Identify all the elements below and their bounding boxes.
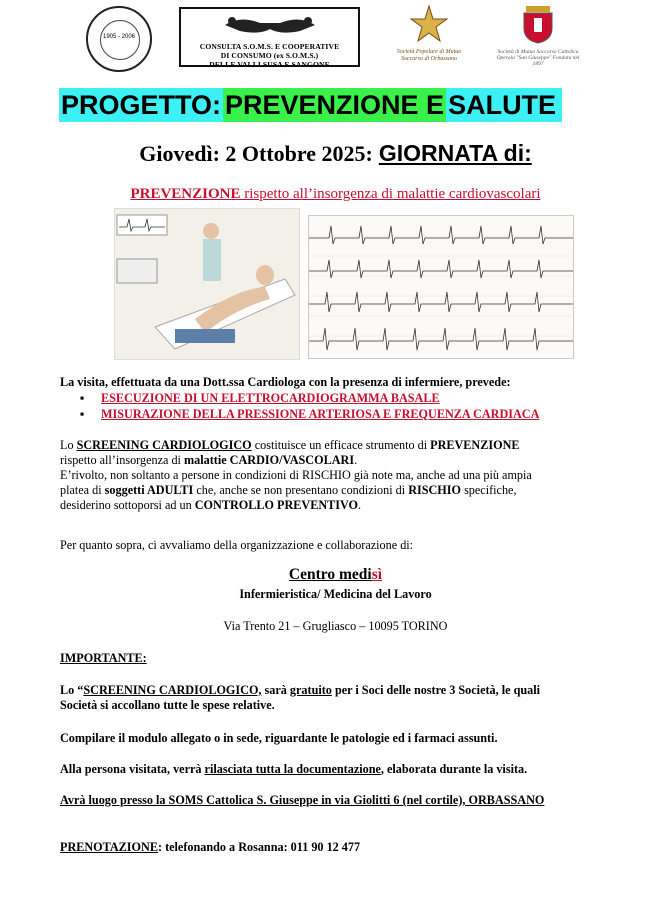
star-logo [396,4,462,70]
bullet-ecg-text: ESECUZIONE DI UN ELETTROCARDIOGRAMMA BASALE [101,391,440,405]
free-screening-note: Lo “SCREENING CARDIOLOGICO, sarà gratuito per i Soci delle nostre 3 Società, le quali Società si accollano tutte le spese relative. [60,683,540,712]
handshake-icon [220,11,320,37]
banner-prevenzione: PREVENZIONE E [225,90,445,120]
booking-note: PRENOTAZIONE: telefonando a Rosanna: 011 90 12 477 [60,840,361,854]
consulta-line2: DI CONSUMO (ex S.O.M.S.) [220,51,319,60]
ecg-trace-image [308,215,574,359]
ecg-patient-illustration [114,208,300,360]
star-emblem-icon [409,4,449,44]
project-banner [59,88,562,122]
banner-salute: SALUTE [446,88,562,122]
documentation-note: Alla persona visitata, verrà rilasciata tutta la documentazione, elaborata durante la visita. [60,762,528,776]
date-heading [0,140,671,167]
giornata-label: GIORNATA di: [378,140,532,166]
soms-round-logo [86,6,152,72]
centro-address: Via Trento 21 – Grugliasco – 10095 TORINO [223,619,448,633]
importante-heading: IMPORTANTE: [60,651,147,665]
logo-years: 1905 - 2006 [102,34,136,40]
location-note: Avrà luogo presso la SOMS Cattolica S. Giuseppe in via Giolitti 6 (nel cortile), ORBASSANO [60,793,545,807]
prevention-subtitle [0,186,671,203]
bullet-ecg [80,391,440,406]
banner-progetto: PROGETTO: [61,90,222,120]
consulta-logo [179,7,360,67]
event-date: Giovedì: 2 Ottobre 2025: [139,141,373,166]
ecg-trace-icon [309,216,573,358]
centro-specialty: Infermieristica/ Medicina del Lavoro [239,587,432,601]
centro-medisi-name: Centro medisì [288,566,383,583]
consulta-line1: CONSULTA S.O.M.S. E COOPERATIVE [199,42,340,51]
patient-illustration-icon [115,209,299,359]
shield-logo [496,4,580,70]
bullet-pressure-text: MISURAZIONE DELLA PRESSIONE ARTERIOSA E FREQUENZA CARDIACA [101,407,540,421]
subtitle-rest: rispetto all’insorgenza di malattie cardiovascolari [240,186,541,202]
shield-emblem-icon [520,4,556,44]
modulo-note: Compilare il modulo allegato o in sede, riguardante le patologie ed i farmaci assunti. [60,731,498,745]
shield-logo-caption: Società di Mutuo Soccorso Cattolica Operaia "San Giuseppe" Fondata nel 1897 [496,49,580,67]
bullet-pressure [80,407,539,422]
collaboration-text: Per quanto sopra, ci avvaliamo della organizzazione e collaborazione di: [60,538,414,552]
screening-description: Lo SCREENING CARDIOLOGICO costituisce un efficace strumento di PREVENZIONE rispetto all’insorgenza di malattie CARDIO/VASCOLARI. E’rivolto, non soltanto a persone in condizioni di RISCHIO già note ma, anche ad una più ampia platea di soggetti ADULTI che, anche se non presentano condizioni di RISCHIO specifiche, desiderino sottoporsi ad un CONTROLLO PREVENTIVO. [60,438,532,512]
subtitle-word: PREVENZIONE [130,186,241,202]
consulta-line3: DELLE VALLI SUSA E SANGONE [209,60,330,69]
visit-intro: La visita, effettuata da una Dott.ssa Cardiologa con la presenza di infermiere, prevede: [60,375,511,389]
star-logo-caption: Società Popolare di Mutuo Soccorso di Orbassano [396,49,462,62]
